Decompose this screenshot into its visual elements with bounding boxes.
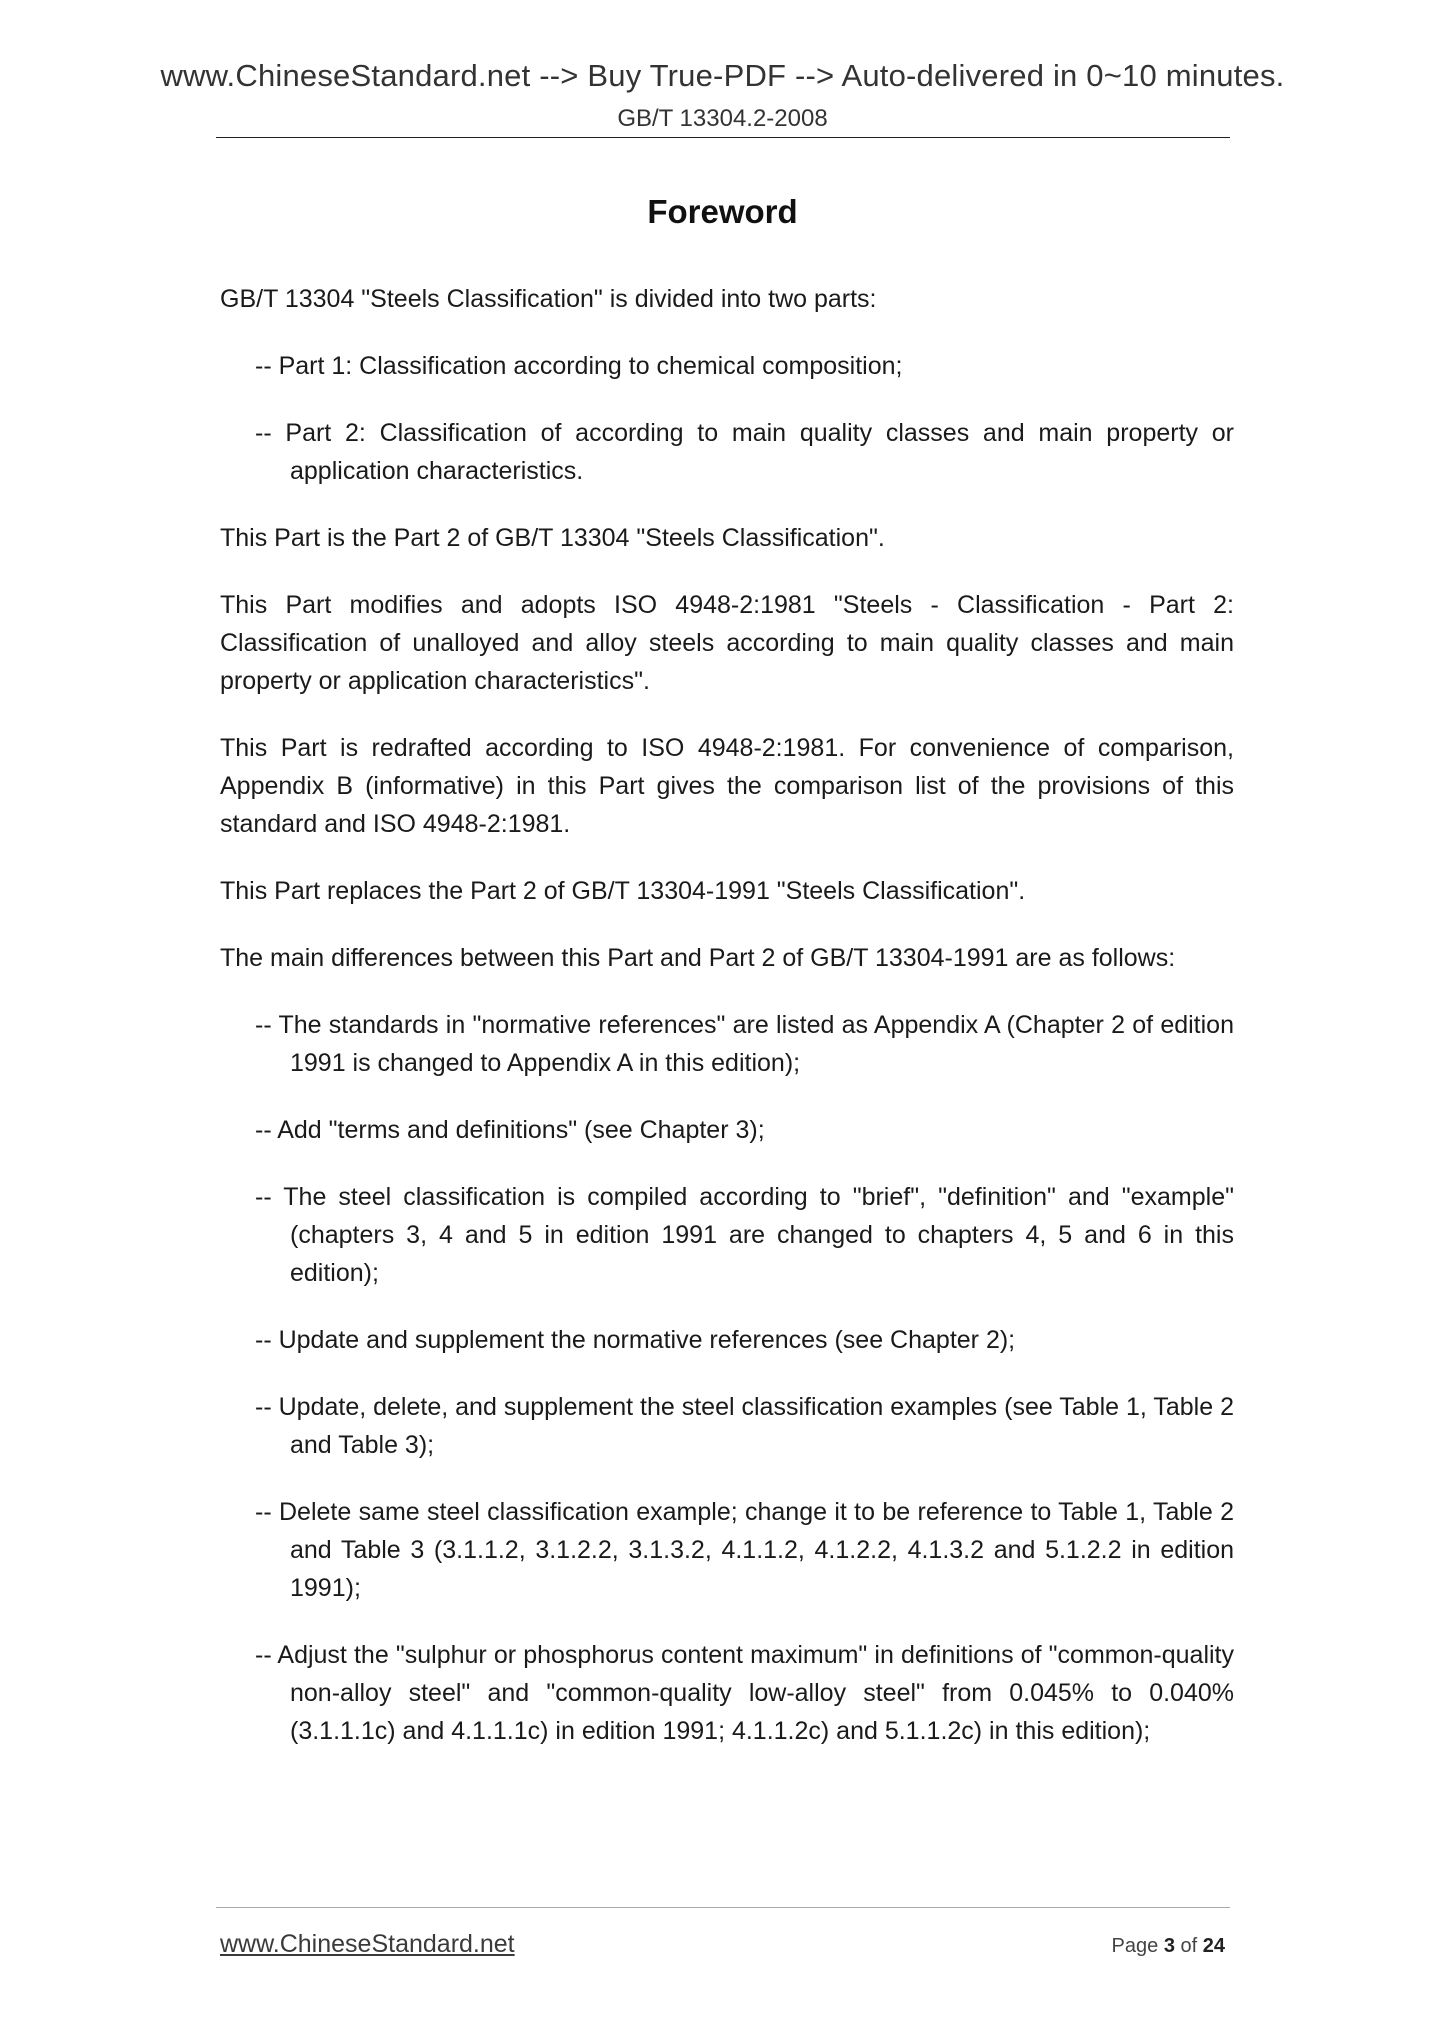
paragraph: GB/T 13304 "Steels Classification" is divided into two parts: (220, 285, 877, 313)
footer-divider (216, 1907, 1230, 1908)
page-label: Page (1111, 1935, 1159, 1957)
paragraph: This Part is redrafted according to ISO 4948-2:1981. For convenience of comparison, Appendix B (informative) in this Part gives the comparison list of the provisions of this standard and ISO 4948-2:1981. (220, 734, 1234, 838)
page-title: Foreword (647, 193, 798, 230)
page-total: 24 (1202, 1935, 1225, 1957)
list-item: -- Part 2: Classification of according to main quality classes and main property or application characteristics. (255, 419, 1234, 485)
page-indicator (1112, 1932, 1225, 1960)
list-item: -- Update, delete, and supplement the steel classification examples (see Table 1, Table 2 and Table 3); (255, 1393, 1234, 1459)
page-of: of (1180, 1935, 1198, 1957)
page-current: 3 (1163, 1935, 1175, 1957)
paragraph: This Part replaces the Part 2 of GB/T 13304-1991 "Steels Classification". (220, 877, 1026, 905)
paragraph: This Part modifies and adopts ISO 4948-2:1981 "Steels - Classification - Part 2: Classification of unalloyed and alloy steels according to main quality classes and main property or application characteristics". (220, 591, 1234, 695)
list-item: -- Adjust the "sulphur or phosphorus content maximum" in definitions of "common-quality non-alloy steel" and "common-quality low-alloy steel" from 0.045% to 0.040% (3.1.1.1c) and 4.1.1.1c) in edition 1991; 4.1.1.2c) and 5.1.1.2c) in this edition); (255, 1641, 1234, 1745)
footer-site-link[interactable]: www.ChineseStandard.net (220, 1930, 515, 1958)
header-banner: www.ChineseStandard.net --> Buy True-PDF --> Auto-delivered in 0~10 minutes. (160, 58, 1285, 93)
list-item: -- Add "terms and definitions" (see Chapter 3); (255, 1116, 765, 1144)
standard-number: GB/T 13304.2-2008 (617, 105, 828, 132)
paragraph: The main differences between this Part and Part 2 of GB/T 13304-1991 are as follows: (220, 944, 1176, 972)
paragraph: This Part is the Part 2 of GB/T 13304 "Steels Classification". (220, 524, 885, 552)
list-item: -- The steel classification is compiled according to "brief", "definition" and "example" (chapters 3, 4 and 5 in edition 1991 are changed to chapters 4, 5 and 6 in this edition); (255, 1183, 1234, 1287)
document-body (220, 280, 1234, 1779)
list-item: -- Update and supplement the normative references (see Chapter 2); (255, 1326, 1016, 1354)
list-item: -- The standards in "normative references" are listed as Appendix A (Chapter 2 of edition 1991 is changed to Appendix A in this edition); (255, 1011, 1234, 1077)
list-item: -- Delete same steel classification example; change it to be reference to Table 1, Table 2 and Table 3 (3.1.1.2, 3.1.2.2, 3.1.3.2, 4.1.1.2, 4.1.2.2, 4.1.3.2 and 5.1.2.2 in edition 1991); (255, 1498, 1234, 1602)
header-divider (216, 137, 1230, 138)
list-item: -- Part 1: Classification according to chemical composition; (255, 352, 903, 380)
